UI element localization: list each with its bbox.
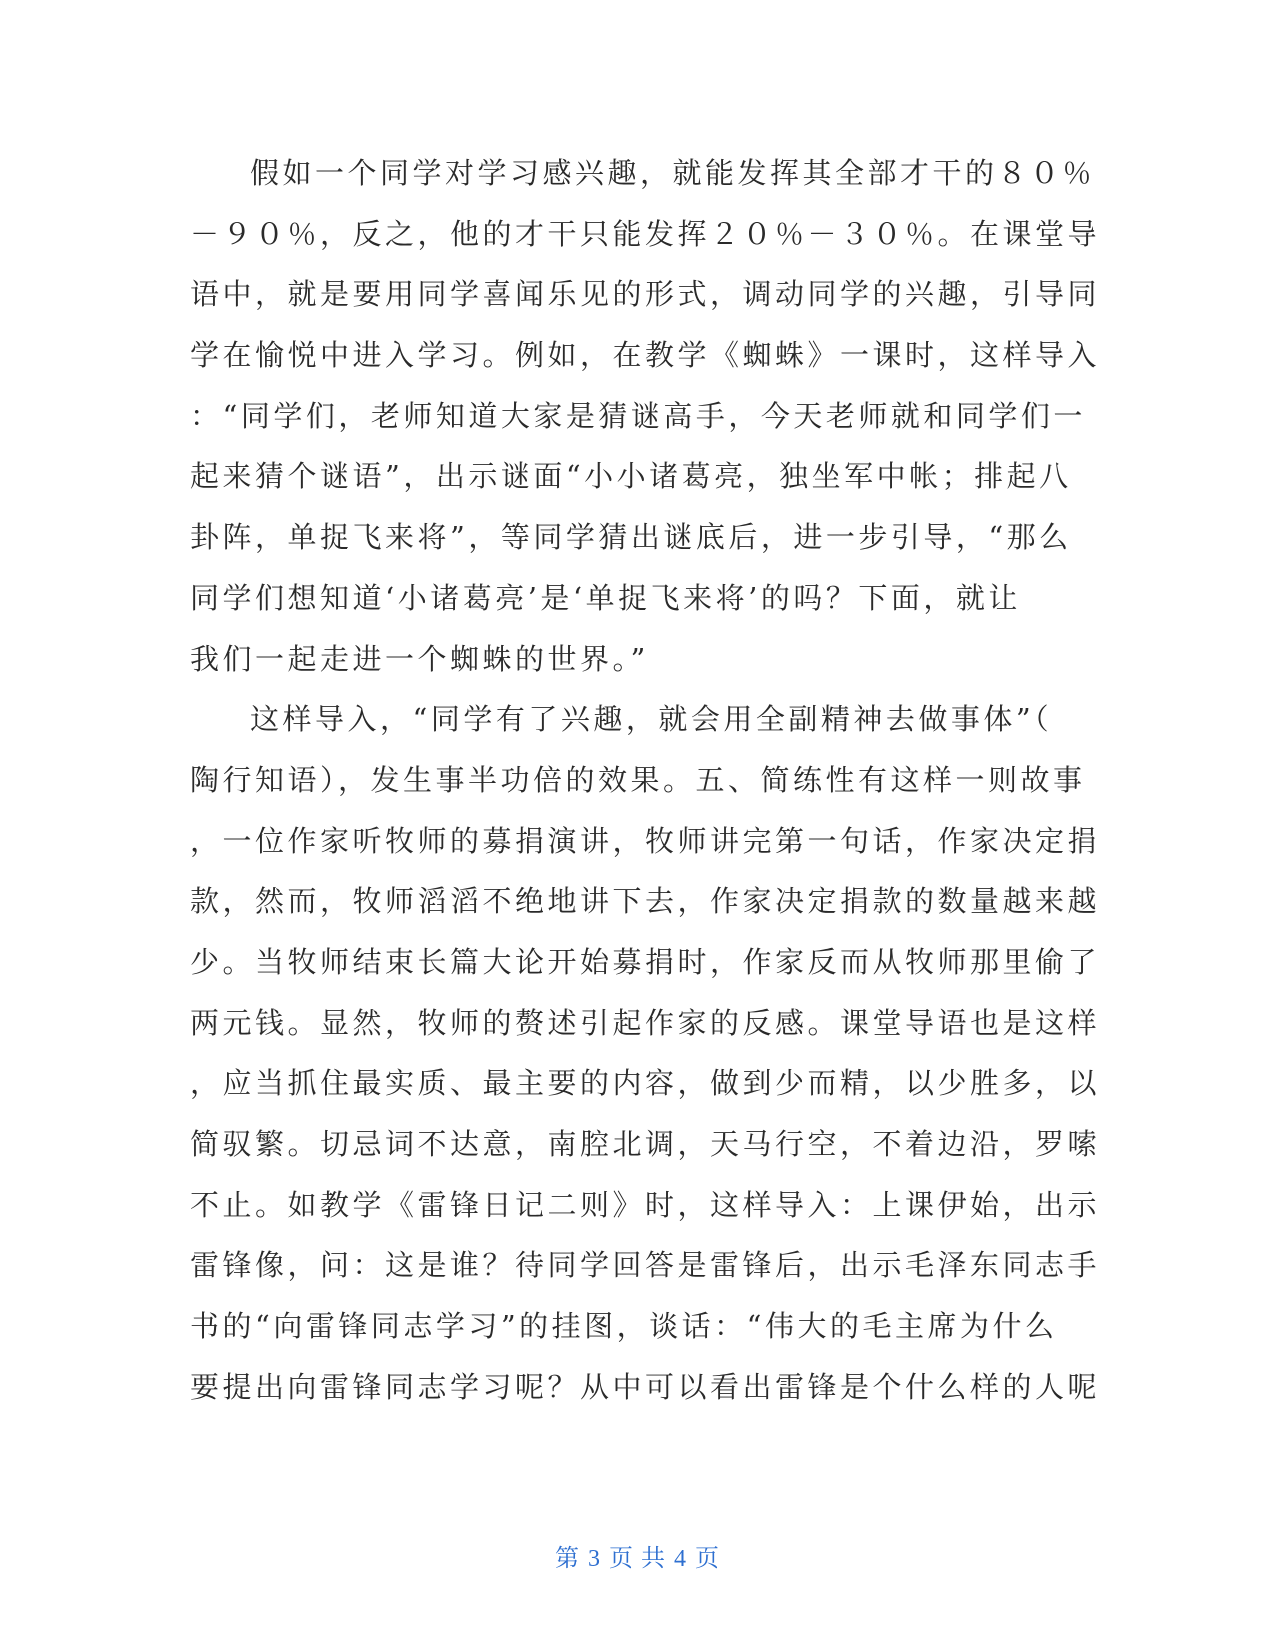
paragraph-1-line: 同学们想知道‘小诸葛亮’是‘单捉飞来将’的吗？下面，就让: [190, 580, 1021, 615]
paragraph-1-line: 起来猜个谜语”，出示谜面“小小诸葛亮，独坐军中帐；排起八: [190, 459, 1072, 494]
total-pages-number: 4: [674, 1546, 687, 1572]
paragraph-2-line: 款，然而，牧师滔滔不绝地讲下去，作家决定捐款的数量越来越: [190, 884, 1101, 919]
paragraph-2-line: ，应当抓住最实质、最主要的内容，做到少而精，以少胜多，以: [190, 1066, 1101, 1101]
paragraph-2-line: 要提出向雷锋同志学习呢？从中可以看出雷锋是个什么样的人呢: [190, 1369, 1101, 1404]
paragraph-1-line: －９０％，反之，他的才干只能发挥２０％－３０％。在课堂导: [190, 216, 1101, 251]
document-body: [190, 143, 1101, 1417]
paragraph-2-line: 两元钱。显然，牧师的赘述引起作家的反感。课堂导语也是这样: [190, 1005, 1101, 1040]
paragraph-2-line: 简驭繁。切忌词不达意，南腔北调，天马行空，不着边沿，罗嗦: [190, 1127, 1101, 1161]
paragraph-2-line: 少。当牧师结束长篇大论开始募捐时，作家反而从牧师那里偷了: [190, 944, 1101, 979]
paragraph-2-line: 这样导入，“同学有了兴趣，就会用全副精神去做事体”（: [250, 702, 1053, 737]
page-number-footer: [0, 1538, 1275, 1573]
current-page-number: 3: [588, 1546, 601, 1572]
paragraph-1-line: 学在愉悦中进入学习。例如，在教学《蜘蛛》一课时，这样导入: [190, 338, 1101, 373]
paragraph-2-line: 书的“向雷锋同志学习”的挂图，谈话：“伟大的毛主席为什么: [190, 1309, 1058, 1344]
footer-prefix: 第: [555, 1546, 580, 1572]
paragraph-1-line: 我们一起走进一个蜘蛛的世界。”: [190, 641, 649, 676]
paragraph-2-line: 不止。如教学《雷锋日记二则》时，这样导入：上课伊始，出示: [190, 1187, 1101, 1222]
paragraph-2-line: 陶行知语），发生事半功倍的效果。五、简练性有这样一则故事: [190, 762, 1086, 797]
footer-middle: 页 共: [609, 1546, 666, 1572]
paragraph-1-line: 语中，就是要用同学喜闻乐见的形式，调动同学的兴趣，引导同: [190, 277, 1101, 312]
paragraph-1-line: 卦阵，单捉飞来将”，等同学猜出谜底后，进一步引导，“那么: [190, 520, 1072, 555]
paragraph-1-line: ：“同学们，老师知道大家是猜谜高手，今天老师就和同学们一: [190, 398, 1086, 433]
paragraph-2-line: 雷锋像，问：这是谁？待同学回答是雷锋后，出示毛泽东同志手: [190, 1248, 1101, 1283]
paragraph-1-line: 假如一个同学对学习感兴趣，就能发挥其全部才干的８０％: [250, 156, 1096, 190]
footer-suffix: 页: [695, 1546, 720, 1572]
paragraph-2-line: ，一位作家听牧师的募捐演讲，牧师讲完第一句话，作家决定捐: [190, 823, 1101, 858]
